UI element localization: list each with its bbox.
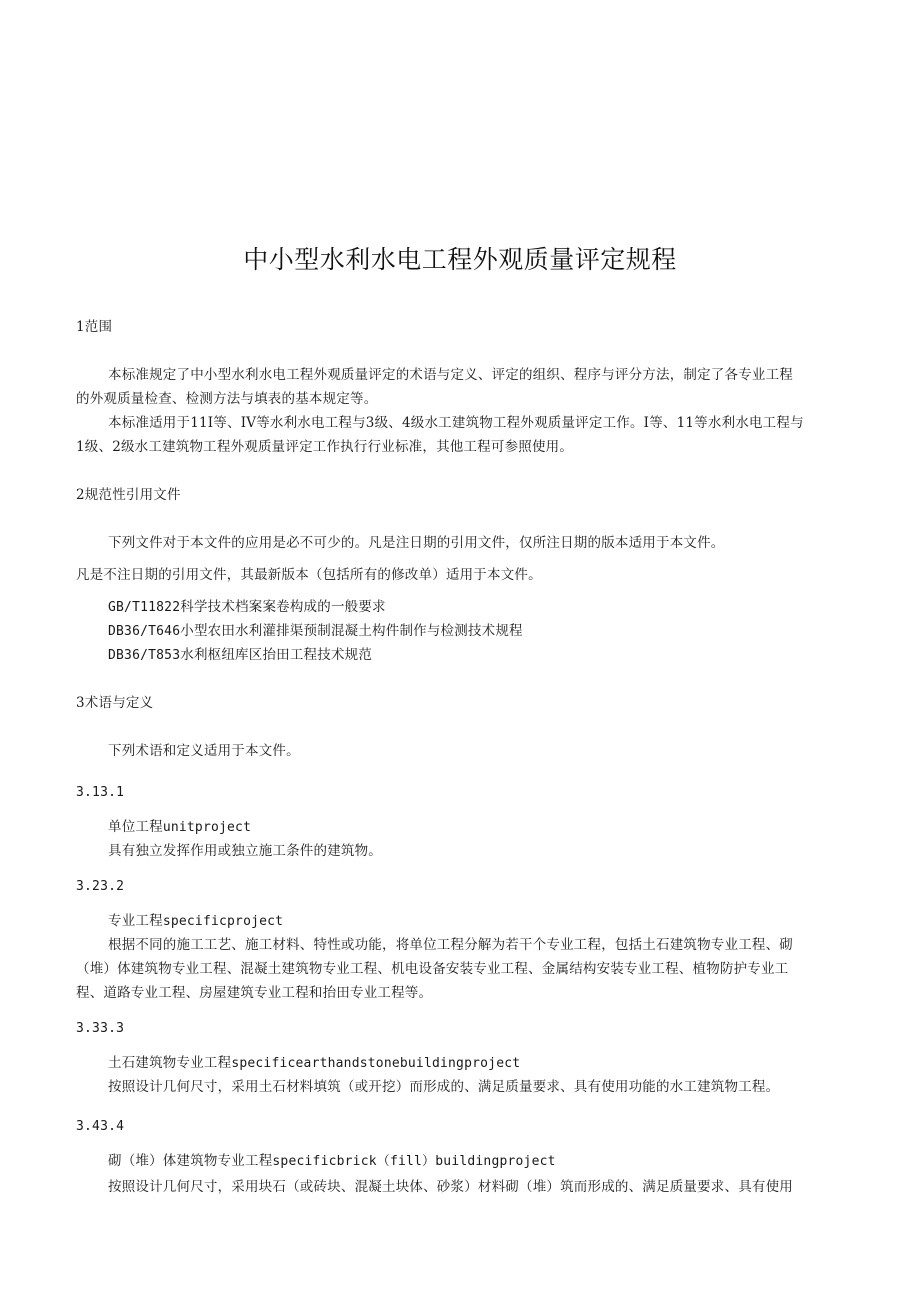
term-chinese: 土石建筑物专业工程: [108, 1055, 232, 1071]
scope-paragraph-2-line-1: 本标准适用于11I等、IV等水利水电工程与3级、4级水工建筑物工程外观质量评定工作。I等、11等水利水电工程与: [108, 415, 804, 431]
term-english: specificproject: [162, 914, 284, 929]
term-definition-line: 根据不同的施工工艺、施工材料、特性或功能，将单位工程分解为若干个专业工程，包括土石建筑物专业工程、砌: [108, 937, 793, 953]
reference-code: GB/T11822: [108, 600, 181, 615]
reference-item: [108, 598, 386, 617]
reference-title: 小型农田水利灌排渠预制混凝土构件制作与检测技术规程: [180, 623, 523, 639]
term-chinese: 砌（堆）体建筑物专业工程: [108, 1153, 273, 1169]
term-chinese: 单位工程: [108, 819, 163, 835]
term-english: unitproject: [162, 820, 252, 835]
terms-intro: 下列术语和定义适用于本文件。: [108, 743, 300, 759]
term-number: 3.33.3: [76, 1021, 125, 1036]
term-heading: [108, 912, 283, 931]
term-english: specificearthandstonebuildingproject: [231, 1056, 521, 1071]
scope-paragraph-1-line-1: 本标准规定了中小型水利水电工程外观质量评定的术语与定义、评定的组织、程序与评分方法，制定了各专业工程: [108, 367, 793, 383]
scope-paragraph-2-line-2: 1级、2级水工建筑物工程外观质量评定工作执行行业标准，其他工程可参照使用。: [76, 439, 574, 455]
reference-item: [108, 622, 523, 641]
reference-item: [108, 646, 372, 665]
section-heading-normative-references: 2规范性引用文件: [76, 487, 181, 503]
term-definition-line: （堆）体建筑物专业工程、混凝土建筑物专业工程、机电设备安装专业工程、金属结构安装专业工程、植物防护专业工: [76, 961, 789, 977]
term-definition-line: 按照设计几何尺寸，采用块石（或砖块、混凝土块体、砂浆）材料砌（堆）筑而形成的、满足质量要求、具有使用: [108, 1179, 793, 1195]
term-definition-line: 具有独立发挥作用或独立施工条件的建筑物。: [108, 843, 382, 859]
references-paragraph-line-2: 凡是不注日期的引用文件，其最新版本（包括所有的修改单）适用于本文件。: [76, 567, 542, 583]
document-title: 中小型水利水电工程外观质量评定规程: [243, 245, 677, 274]
section-heading-scope: 1范围: [76, 319, 113, 335]
reference-title: 水利枢纽库区抬田工程技术规范: [180, 647, 373, 663]
reference-code: DB36/T646: [108, 624, 181, 639]
term-heading: [108, 818, 251, 837]
term-number: 3.43.4: [76, 1119, 125, 1134]
term-chinese: 专业工程: [108, 913, 163, 929]
term-definition-line: 程、道路专业工程、房屋建筑专业工程和抬田专业工程等。: [76, 985, 433, 1001]
section-heading-terms-definitions: 3术语与定义: [76, 695, 154, 711]
references-paragraph-line-1: 下列文件对于本文件的应用是必不可少的。凡是注日期的引用文件，仅所注日期的版本适用于本文件。: [108, 535, 725, 551]
term-number: 3.23.2: [76, 879, 125, 894]
term-heading: [108, 1054, 520, 1073]
term-english: specificbrick（fill）buildingproject: [272, 1154, 556, 1169]
reference-code: DB36/T853: [108, 648, 181, 663]
term-number: 3.13.1: [76, 785, 125, 800]
scope-paragraph-1-line-2: 的外观质量检查、检测方法与填表的基本规定等。: [76, 391, 378, 407]
reference-title: 科学技术档案案卷构成的一般要求: [180, 599, 386, 615]
term-definition-line: 按照设计几何尺寸，采用土石材料填筑（或开挖）而形成的、满足质量要求、具有使用功能的水工建筑物工程。: [108, 1079, 780, 1095]
term-heading: [108, 1152, 556, 1171]
